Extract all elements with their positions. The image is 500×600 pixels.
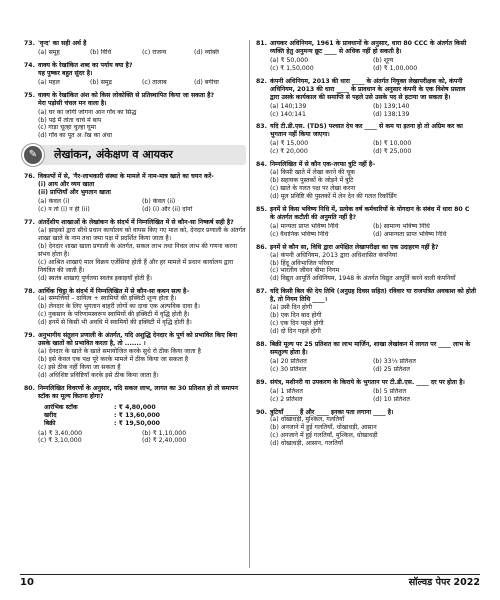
question-text: यदि किसी बिल की देय तिथि (अनुग्रह दिवस सहित) रविवार या राजपत्रित अवकाश को होती है, तो नियम तिथि ____। [270, 288, 476, 304]
question-text: विकल्पों में से, 'गैर-लाभकारी संस्था के मामले में नाम-मात्र खाते का चयन करें- [38, 173, 214, 181]
option-c: (c) इसे ठीक नहीं किया जा सकता है [38, 363, 121, 371]
option-d: (d) (i) और (ii) दोनों [142, 206, 193, 214]
option-d: (d) ₹ 2,40,000 [142, 437, 187, 445]
option-b: (b) सामान्य भविष्य निधि [373, 222, 430, 230]
page-footer [20, 574, 480, 592]
question-86 [256, 244, 476, 284]
question-sentence: मेरा पड़ोसी चंचल मन वाला है। [38, 99, 107, 107]
question-number: 81. [256, 40, 267, 47]
option-c: (c) नुकसान के परिणामस्वरूप स्वामियों की इक्विटी में वृद्धि होती है। [38, 311, 190, 319]
question-number: 84. [256, 161, 267, 169]
stock-row: आरंभिक स्टॉक : ₹ 4,80,000 [44, 403, 156, 411]
option-c: (c) एक दिन पहले होगी [270, 320, 324, 328]
option-a: (a) मान्यता प्राप्त भविष्य निधि [270, 222, 339, 230]
question-79 [24, 332, 246, 380]
option-a: (a) महल [38, 78, 60, 86]
question-75 [24, 92, 246, 141]
question-text: आर्थिक चिट्ठा के संदर्भ में निम्नलिखित में से कौन-सा कथन सत्य है– [38, 287, 190, 295]
option-b: (b) सहायक पुस्तकों के जोड़ने में त्रुटि [270, 177, 354, 185]
question-90 [256, 409, 476, 449]
option-d: (d) विद्युत आपूर्ति अधिनियम, 1948 के अंतर्गत विद्युत आपूर्ति करने वाली कंपनियाँ [270, 275, 456, 283]
option-d: (d) अधिशिष्ट प्रविष्टियाँ करके इसे ठीक किया जाता है। [38, 371, 159, 379]
question-number: 82. [256, 77, 267, 85]
statement-i: (i) आय और व्यय खाता [38, 181, 95, 189]
question-text: अंतर्देशीय शाखाओं के लेखांकन के संदर्भ में निम्नलिखित में से कौन-सा निष्कर्ष सही है? [38, 219, 234, 226]
option-b: (b) इसे केवल एक पक्ष पूरे करके मामले में ठीक किया जा सकता है [38, 356, 189, 363]
question-text: निम्नलिखित में से कौन एक-तरफा त्रुटि नहीं है– [270, 161, 376, 169]
option-b: (b) हिंदू अविभाजित परिवार [270, 259, 334, 267]
option-b: (b) शून्य [373, 56, 394, 64]
option-d: (d) ₹ 1,00,000 [373, 64, 418, 72]
option-c: (c) ₹ 20,000 [270, 148, 308, 156]
option-a: (a) ₹ 50,000 [270, 56, 309, 64]
option-a: (a) झाइको द्वारा सीधे प्रधान कार्यालय को वापस किए गए माल को, देनदार प्रणाली के अंतर्गत शाखा खाते के नाम तथा जमा पक्ष में प्रदर्शित किया जाता है। [38, 226, 246, 242]
book-icon: ✎ [22, 144, 44, 166]
option-a: (a) सम्पत्तियों – दायित्व + स्वामियों की इक्विटी शून्य होता है। [38, 295, 177, 303]
option-b: (b) पढ़े मैं तोता चाचे में बाप [38, 116, 102, 124]
option-b: (b) लेनदार के लिए भुगतान बाहरी लोगों का दावा एक अल्पविक दावा है। [38, 303, 200, 311]
option-c: (c) न तो (i) न ही (ii) [38, 206, 90, 214]
question-number: 77. [24, 219, 35, 226]
question-88 [256, 341, 476, 374]
stock-table [44, 404, 246, 428]
option-a: (a) ₹ 15,000 [270, 140, 309, 148]
question-text: 'वृन्द' का सही अर्थ है [38, 40, 87, 47]
question-number: 80. [24, 384, 35, 392]
footer-source: सॉल्वड पेपर 2022 [408, 577, 480, 589]
option-b: (b) 33⅓ प्रतिशत [373, 357, 416, 365]
option-b: (b) अनजाने में हुई गलतियाँ, धोखाधड़ी, आसान [270, 424, 377, 432]
option-a: (a) किसी खाते में लेखा करने की चूक [270, 169, 356, 177]
question-81 [256, 40, 476, 73]
option-c: (c) खाते के गलत पक्ष पर लेखा करना [270, 185, 356, 192]
question-85 [256, 206, 476, 239]
stock-row: बिक्री : ₹ 19,50,000 [44, 419, 160, 427]
option-c: (c) तालाब [142, 78, 167, 86]
option-c: (c) वैधानिक भविष्य निधि [270, 230, 329, 238]
option-c: (c) 30 प्रतिशत [270, 365, 307, 373]
question-number: 87. [256, 288, 267, 296]
option-d: (d) व्यक्ति [194, 48, 219, 56]
option-d: (d) 138;139 [373, 110, 410, 118]
question-text: यदि टी.डी.एस. (TDS) पश्चात देय कर ____ से कम या इतना हो तो अग्रिम कर का भुगतान नहीं किया जाएगा। [270, 123, 463, 139]
question-number: 73. [24, 40, 35, 47]
question-sentence: यह पुष्कर बहुत सुंदर है। [38, 69, 93, 77]
question-82 [256, 78, 476, 119]
question-74 [24, 62, 246, 87]
question-80 [24, 385, 246, 446]
question-87 [256, 288, 476, 336]
option-b: (b) 5 प्रतिशत [373, 387, 407, 395]
option-b: (b) 139;140 [373, 102, 410, 110]
question-83 [256, 123, 476, 156]
right-column [256, 40, 476, 453]
option-d: (d) दो दिन पहले होगी [270, 328, 321, 335]
stock-row: खरीद : ₹ 13,60,000 [44, 411, 160, 419]
section-title: लेखांकन, अंकेक्षण व आयकर [54, 148, 173, 162]
question-text: आयकर अधिनियम, 1961 के प्रावधानों के अनुसार, धारा 80 CCC के अंतर्गत किसी व्यक्ति हेतु अनुमन्य छूट ____ से अधिक नहीं हो सकती है। [270, 40, 467, 55]
option-d: (d) स्वतंत्र शाखाएं पूर्णतया स्वतंत्र इकाइयाँ होती हैं। [38, 274, 152, 282]
question-number: 86. [256, 243, 267, 251]
option-a: (a) 1 प्रतिशत [270, 387, 303, 395]
option-c: (c) अनजाने में हुई गलतियाँ, मुश्किल, धोखाधड़ी [270, 432, 378, 440]
question-text: संयंत्र, मशीनरी या उपकरण के किराये के भुगतान पर टी.डी.एस. ____ दर पर होता है। [270, 378, 465, 386]
option-c: (c) ₹ 1,50,000 [270, 64, 314, 72]
option-c: (c) ₹ 3,10,000 [38, 437, 82, 445]
option-d: (d) इनमें से किसी भी अवधि में स्वामियों की इक्विटी में वृद्धि होती है। [38, 319, 192, 327]
question-number: 76. [24, 173, 35, 181]
statement-ii: (ii) प्राप्तियाँ और भुगतान खाता [38, 189, 111, 197]
question-text: इनमें से किस भविष्य निधि में, प्रत्येक वर्ष कर्मचारियों के योगदान के संबंध में धारा 80 C के अंतर्गत कटौती की अनुमति नहीं है? [270, 205, 470, 221]
question-text: बिक्री मूल्य पर 25 प्रतिशत का लाभ मार्जिन, शाखा लेखांकन में लागत पर ____ लाभ के समतुल्य होता है। [270, 340, 471, 356]
option-c: (c) 2 प्रतिशत [270, 395, 303, 403]
option-d: (d) मूल प्रविष्टि की पुस्तकों में लेन देन की गलत रिकॉर्डिंग [270, 192, 397, 200]
question-number: 88. [256, 340, 267, 348]
question-number: 78. [24, 287, 35, 295]
question-84 [256, 161, 476, 201]
question-text: त्रुटियाँ ____ हैं और ____ इनका पता लगाना ____ है। [270, 408, 394, 416]
question-text: वाक्य के रेखांकित अंश को किस लोकोक्ति से प्रतिस्थापित किया जा सकता है? [38, 91, 215, 99]
option-c: (c) गाड़ा चूल्हा चुल्हा घुमा [38, 124, 97, 132]
option-a: (a) केवल (i) [38, 198, 70, 206]
question-number: 74. [24, 61, 35, 69]
option-c: (c) राजन्य [142, 48, 167, 56]
option-a: (a) 140;139 [270, 102, 307, 110]
question-76 [24, 173, 246, 214]
option-a: (a) धोखाधड़ी, मुश्किल, गलतियाँ [270, 416, 345, 424]
option-a: (a) घर का जोगी जोगना आन गाँव का सिद्ध [38, 108, 137, 116]
option-a: (a) 20 प्रतिशत [270, 357, 307, 365]
option-d: (d) 10 प्रतिशत [373, 395, 410, 403]
option-b: (b) विधि [90, 48, 112, 56]
option-a: (a) उसी दिन होगी [270, 304, 312, 312]
question-78 [24, 288, 246, 328]
option-a: (a) समूह [38, 48, 60, 56]
question-number: 79. [24, 332, 35, 340]
option-d: (d) 25 प्रतिशत [373, 365, 410, 373]
option-d: (d) गाँव का पूत अाँख का अंधा [38, 132, 113, 140]
option-d: (d) अमान्यता प्राप्त भविष्य निधि [373, 230, 447, 238]
question-text: अनुभागीय संतुलन प्रणाली के अंतर्गत, यदि अशुद्धि देनदार के पूर्ण को प्रभावित किए बिना उसके खातों को प्रभावित करता है, तो ....... । [38, 332, 238, 348]
question-text: वाक्य के रेखांकित शब्द का पर्याय क्या है? [38, 61, 133, 69]
column-divider [249, 40, 250, 568]
question-number: 89. [256, 378, 267, 386]
option-a: (a) कंपनी अधिनियम, 2013 द्वारा अधिशासित कंपनियां [270, 251, 397, 259]
page-number: 10 [20, 577, 34, 589]
question-77 [24, 219, 246, 283]
option-a: (a) देनदार के खाते के खाते समायोजित करके सुधे रो ठीक किया जाता है [38, 348, 201, 356]
question-text: निम्नलिखित विवरणों के अनुसार, यदि सकल लाभ, लागत का 30 प्रतिशत हो तो समापन स्टॉक का मूल्य कितना होगा? [38, 384, 238, 400]
question-text: कंपनी अधिनियम, 2013 की धारा ____ के अंतर्गत नियुक्त लेखापरीक्षक को, कंपनी अधिनियम, 2013 की धारा ____ के प्रावधान के अनुसार कंपनी के एक विशेष प्रस्ताव द्वारा उसके कार्यकाल की समाप्ति से पहले उसे उसके पद से हटाया जा सकता है। [270, 77, 466, 101]
option-d: (d) धोखाधड़ी, आसान, गलतियाँ [270, 440, 343, 448]
option-c: (c) भारतीय जीवन बीमा निगम [270, 267, 340, 275]
option-a: (a) ₹ 3,40,000 [38, 429, 83, 437]
question-number: 75. [24, 91, 35, 99]
question-number: 90. [256, 408, 267, 416]
option-c: (c) 140;141 [270, 110, 306, 118]
question-number: 85. [256, 205, 267, 213]
section-banner [24, 145, 246, 165]
question-number: 83. [256, 123, 267, 131]
option-d: (d) बगीचा [194, 78, 219, 86]
question-89 [256, 379, 476, 404]
question-text: इनमें से कौन सा, विधि द्वारा अपेक्षित लेखापरीक्षा का एक उदाहरण नहीं है? [270, 243, 439, 251]
option-d: (d) ₹ 25,000 [373, 148, 412, 156]
option-b: (b) एक दिन बाद होगी [270, 312, 322, 320]
question-73 [24, 40, 246, 57]
option-c: (c) आश्रित शाखाएं माल विक्रय एजेंसियां होती हैं और हर मामले में प्रधान कार्यालय द्वारा नियंत्रित की जाती हैं। [38, 258, 234, 274]
option-b: (b) ₹ 10,000 [373, 140, 412, 148]
option-b: (b) ₹ 1,10,000 [142, 429, 187, 437]
option-b: (b) समुद्र [90, 78, 112, 86]
option-b: (b) देनदार शाखा खाता प्रणाली के अंतर्गत, सकल लाभ तथा निवल लाभ की गणना करना संभव होता है। [38, 242, 237, 258]
option-b: (b) केवल (ii) [142, 198, 176, 206]
left-column [24, 40, 246, 450]
